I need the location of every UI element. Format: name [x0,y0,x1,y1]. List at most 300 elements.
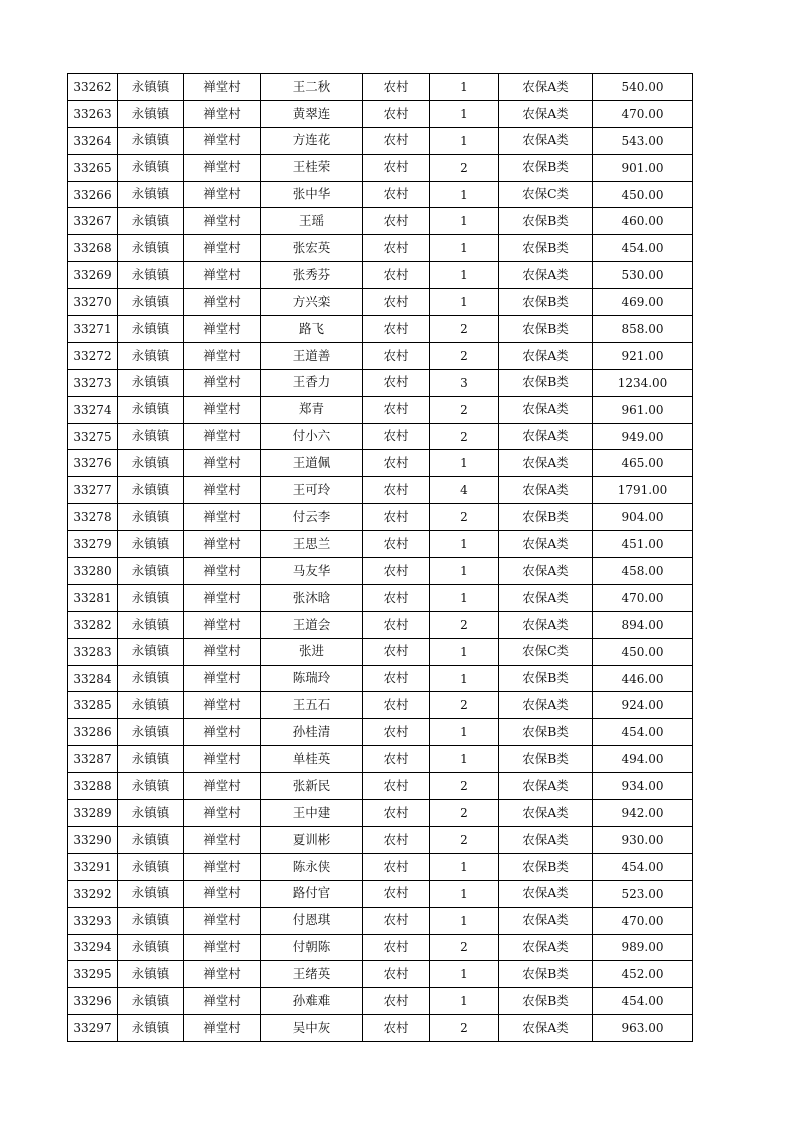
table-row [68,289,693,316]
town-cell: 永镇镇 [118,800,184,827]
household-count-cell: 1 [430,235,499,262]
insurance-category-cell: 农保B类 [499,746,593,773]
amount-cell: 465.00 [593,450,693,477]
area-type-cell: 农村 [363,450,430,477]
table-row [68,907,693,934]
name-cell: 单桂英 [261,746,363,773]
name-cell: 王中建 [261,800,363,827]
area-type-cell: 农村 [363,262,430,289]
name-cell: 张进 [261,638,363,665]
village-cell: 禅堂村 [184,907,261,934]
record-id-cell: 33262 [68,74,118,101]
household-count-cell: 1 [430,988,499,1015]
area-type-cell: 农村 [363,369,430,396]
household-count-cell: 1 [430,100,499,127]
household-count-cell: 1 [430,880,499,907]
village-cell: 禅堂村 [184,450,261,477]
name-cell: 王五石 [261,692,363,719]
household-count-cell: 1 [430,531,499,558]
amount-cell: 452.00 [593,961,693,988]
household-count-cell: 1 [430,665,499,692]
record-id-cell: 33288 [68,773,118,800]
household-count-cell: 1 [430,450,499,477]
table-row [68,692,693,719]
table-row [68,719,693,746]
village-cell: 禅堂村 [184,853,261,880]
name-cell: 王桂荣 [261,154,363,181]
household-count-cell: 2 [430,1015,499,1042]
record-id-cell: 33278 [68,504,118,531]
insurance-category-cell: 农保C类 [499,638,593,665]
household-count-cell: 2 [430,423,499,450]
insurance-category-cell: 农保A类 [499,611,593,638]
village-cell: 禅堂村 [184,289,261,316]
town-cell: 永镇镇 [118,638,184,665]
town-cell: 永镇镇 [118,450,184,477]
town-cell: 永镇镇 [118,181,184,208]
town-cell: 永镇镇 [118,611,184,638]
village-cell: 禅堂村 [184,611,261,638]
table-row [68,396,693,423]
record-id-cell: 33264 [68,127,118,154]
record-id-cell: 33294 [68,934,118,961]
village-cell: 禅堂村 [184,423,261,450]
town-cell: 永镇镇 [118,880,184,907]
village-cell: 禅堂村 [184,800,261,827]
village-cell: 禅堂村 [184,154,261,181]
amount-cell: 942.00 [593,800,693,827]
area-type-cell: 农村 [363,396,430,423]
records-table [67,73,693,1042]
name-cell: 张秀芬 [261,262,363,289]
town-cell: 永镇镇 [118,74,184,101]
household-count-cell: 1 [430,181,499,208]
name-cell: 王瑶 [261,208,363,235]
table-row [68,934,693,961]
insurance-category-cell: 农保C类 [499,181,593,208]
area-type-cell: 农村 [363,181,430,208]
insurance-category-cell: 农保A类 [499,584,593,611]
table-row [68,450,693,477]
record-id-cell: 33287 [68,746,118,773]
record-id-cell: 33267 [68,208,118,235]
amount-cell: 454.00 [593,235,693,262]
town-cell: 永镇镇 [118,719,184,746]
insurance-category-cell: 农保A类 [499,396,593,423]
amount-cell: 930.00 [593,826,693,853]
amount-cell: 494.00 [593,746,693,773]
record-id-cell: 33263 [68,100,118,127]
amount-cell: 458.00 [593,558,693,585]
amount-cell: 460.00 [593,208,693,235]
name-cell: 付恩琪 [261,907,363,934]
record-id-cell: 33282 [68,611,118,638]
amount-cell: 540.00 [593,74,693,101]
amount-cell: 1234.00 [593,369,693,396]
insurance-category-cell: 农保A类 [499,934,593,961]
insurance-category-cell: 农保A类 [499,558,593,585]
record-id-cell: 33295 [68,961,118,988]
area-type-cell: 农村 [363,584,430,611]
village-cell: 禅堂村 [184,773,261,800]
town-cell: 永镇镇 [118,100,184,127]
amount-cell: 530.00 [593,262,693,289]
table-row [68,773,693,800]
village-cell: 禅堂村 [184,880,261,907]
amount-cell: 470.00 [593,100,693,127]
area-type-cell: 农村 [363,74,430,101]
village-cell: 禅堂村 [184,396,261,423]
insurance-category-cell: 农保B类 [499,154,593,181]
name-cell: 路飞 [261,316,363,343]
record-id-cell: 33274 [68,396,118,423]
name-cell: 王绪英 [261,961,363,988]
area-type-cell: 农村 [363,988,430,1015]
town-cell: 永镇镇 [118,746,184,773]
record-id-cell: 33276 [68,450,118,477]
name-cell: 夏训彬 [261,826,363,853]
village-cell: 禅堂村 [184,316,261,343]
record-id-cell: 33277 [68,477,118,504]
amount-cell: 450.00 [593,181,693,208]
name-cell: 陈永侠 [261,853,363,880]
household-count-cell: 1 [430,746,499,773]
name-cell: 付云李 [261,504,363,531]
town-cell: 永镇镇 [118,396,184,423]
village-cell: 禅堂村 [184,127,261,154]
table-row [68,369,693,396]
insurance-category-cell: 农保B类 [499,316,593,343]
area-type-cell: 农村 [363,127,430,154]
household-count-cell: 2 [430,504,499,531]
town-cell: 永镇镇 [118,342,184,369]
household-count-cell: 1 [430,127,499,154]
household-count-cell: 1 [430,719,499,746]
town-cell: 永镇镇 [118,262,184,289]
table-row [68,988,693,1015]
record-id-cell: 33292 [68,880,118,907]
household-count-cell: 2 [430,773,499,800]
household-count-cell: 2 [430,396,499,423]
table-row [68,1015,693,1042]
household-count-cell: 1 [430,907,499,934]
name-cell: 孙桂清 [261,719,363,746]
town-cell: 永镇镇 [118,665,184,692]
name-cell: 王道善 [261,342,363,369]
table-row [68,235,693,262]
amount-cell: 451.00 [593,531,693,558]
town-cell: 永镇镇 [118,988,184,1015]
amount-cell: 949.00 [593,423,693,450]
town-cell: 永镇镇 [118,423,184,450]
name-cell: 王二秋 [261,74,363,101]
record-id-cell: 33279 [68,531,118,558]
area-type-cell: 农村 [363,100,430,127]
village-cell: 禅堂村 [184,342,261,369]
insurance-category-cell: 农保A类 [499,342,593,369]
name-cell: 黄翠连 [261,100,363,127]
household-count-cell: 2 [430,316,499,343]
table-row [68,504,693,531]
table-row [68,611,693,638]
town-cell: 永镇镇 [118,692,184,719]
village-cell: 禅堂村 [184,826,261,853]
table-row [68,961,693,988]
records-table-container [67,73,692,1042]
village-cell: 禅堂村 [184,369,261,396]
insurance-category-cell: 农保A类 [499,127,593,154]
town-cell: 永镇镇 [118,1015,184,1042]
area-type-cell: 农村 [363,880,430,907]
insurance-category-cell: 农保A类 [499,262,593,289]
name-cell: 张沐晗 [261,584,363,611]
table-row [68,584,693,611]
table-row [68,638,693,665]
table-row [68,127,693,154]
table-row [68,262,693,289]
amount-cell: 543.00 [593,127,693,154]
insurance-category-cell: 农保A类 [499,477,593,504]
name-cell: 张中华 [261,181,363,208]
name-cell: 王香力 [261,369,363,396]
amount-cell: 934.00 [593,773,693,800]
village-cell: 禅堂村 [184,665,261,692]
area-type-cell: 农村 [363,907,430,934]
household-count-cell: 1 [430,558,499,585]
household-count-cell: 2 [430,692,499,719]
record-id-cell: 33275 [68,423,118,450]
amount-cell: 470.00 [593,907,693,934]
record-id-cell: 33296 [68,988,118,1015]
name-cell: 吴中灰 [261,1015,363,1042]
town-cell: 永镇镇 [118,853,184,880]
insurance-category-cell: 农保B类 [499,235,593,262]
amount-cell: 469.00 [593,289,693,316]
record-id-cell: 33281 [68,584,118,611]
record-id-cell: 33273 [68,369,118,396]
insurance-category-cell: 农保B类 [499,961,593,988]
area-type-cell: 农村 [363,961,430,988]
town-cell: 永镇镇 [118,558,184,585]
town-cell: 永镇镇 [118,127,184,154]
insurance-category-cell: 农保A类 [499,450,593,477]
table-row [68,423,693,450]
household-count-cell: 2 [430,154,499,181]
village-cell: 禅堂村 [184,584,261,611]
village-cell: 禅堂村 [184,558,261,585]
town-cell: 永镇镇 [118,208,184,235]
village-cell: 禅堂村 [184,235,261,262]
name-cell: 路付官 [261,880,363,907]
insurance-category-cell: 农保A类 [499,100,593,127]
household-count-cell: 1 [430,584,499,611]
area-type-cell: 农村 [363,154,430,181]
household-count-cell: 2 [430,826,499,853]
insurance-category-cell: 农保B类 [499,504,593,531]
household-count-cell: 1 [430,74,499,101]
table-row [68,665,693,692]
name-cell: 郑青 [261,396,363,423]
record-id-cell: 33285 [68,692,118,719]
record-id-cell: 33266 [68,181,118,208]
name-cell: 孙难难 [261,988,363,1015]
name-cell: 方兴栾 [261,289,363,316]
insurance-category-cell: 农保A类 [499,74,593,101]
village-cell: 禅堂村 [184,1015,261,1042]
name-cell: 王可玲 [261,477,363,504]
table-row [68,880,693,907]
table-row [68,154,693,181]
area-type-cell: 农村 [363,746,430,773]
insurance-category-cell: 农保A类 [499,531,593,558]
insurance-category-cell: 农保A类 [499,907,593,934]
town-cell: 永镇镇 [118,369,184,396]
record-id-cell: 33297 [68,1015,118,1042]
village-cell: 禅堂村 [184,477,261,504]
name-cell: 马友华 [261,558,363,585]
town-cell: 永镇镇 [118,961,184,988]
name-cell: 付小六 [261,423,363,450]
amount-cell: 454.00 [593,719,693,746]
area-type-cell: 农村 [363,719,430,746]
table-row [68,800,693,827]
record-id-cell: 33270 [68,289,118,316]
insurance-category-cell: 农保A类 [499,1015,593,1042]
household-count-cell: 2 [430,611,499,638]
area-type-cell: 农村 [363,692,430,719]
village-cell: 禅堂村 [184,719,261,746]
area-type-cell: 农村 [363,504,430,531]
table-row [68,100,693,127]
town-cell: 永镇镇 [118,154,184,181]
area-type-cell: 农村 [363,531,430,558]
village-cell: 禅堂村 [184,961,261,988]
insurance-category-cell: 农保A类 [499,423,593,450]
area-type-cell: 农村 [363,342,430,369]
area-type-cell: 农村 [363,558,430,585]
village-cell: 禅堂村 [184,934,261,961]
town-cell: 永镇镇 [118,316,184,343]
amount-cell: 894.00 [593,611,693,638]
name-cell: 陈瑞玲 [261,665,363,692]
amount-cell: 858.00 [593,316,693,343]
name-cell: 张新民 [261,773,363,800]
name-cell: 王思兰 [261,531,363,558]
amount-cell: 963.00 [593,1015,693,1042]
name-cell: 张宏英 [261,235,363,262]
insurance-category-cell: 农保B类 [499,369,593,396]
record-id-cell: 33269 [68,262,118,289]
town-cell: 永镇镇 [118,773,184,800]
area-type-cell: 农村 [363,826,430,853]
village-cell: 禅堂村 [184,988,261,1015]
household-count-cell: 1 [430,208,499,235]
name-cell: 付朝陈 [261,934,363,961]
table-row [68,74,693,101]
area-type-cell: 农村 [363,638,430,665]
area-type-cell: 农村 [363,423,430,450]
table-body [68,74,693,1042]
amount-cell: 904.00 [593,504,693,531]
insurance-category-cell: 农保B类 [499,289,593,316]
amount-cell: 454.00 [593,853,693,880]
village-cell: 禅堂村 [184,746,261,773]
town-cell: 永镇镇 [118,531,184,558]
household-count-cell: 1 [430,853,499,880]
area-type-cell: 农村 [363,1015,430,1042]
record-id-cell: 33291 [68,853,118,880]
household-count-cell: 2 [430,342,499,369]
household-count-cell: 1 [430,289,499,316]
insurance-category-cell: 农保B类 [499,853,593,880]
record-id-cell: 33268 [68,235,118,262]
record-id-cell: 33271 [68,316,118,343]
town-cell: 永镇镇 [118,504,184,531]
amount-cell: 454.00 [593,988,693,1015]
area-type-cell: 农村 [363,773,430,800]
table-row [68,208,693,235]
amount-cell: 446.00 [593,665,693,692]
amount-cell: 1791.00 [593,477,693,504]
table-row [68,746,693,773]
insurance-category-cell: 农保A类 [499,826,593,853]
town-cell: 永镇镇 [118,477,184,504]
village-cell: 禅堂村 [184,208,261,235]
insurance-category-cell: 农保B类 [499,988,593,1015]
table-row [68,853,693,880]
household-count-cell: 2 [430,800,499,827]
record-id-cell: 33284 [68,665,118,692]
household-count-cell: 2 [430,934,499,961]
town-cell: 永镇镇 [118,289,184,316]
record-id-cell: 33289 [68,800,118,827]
village-cell: 禅堂村 [184,74,261,101]
table-row [68,477,693,504]
amount-cell: 450.00 [593,638,693,665]
table-row [68,531,693,558]
town-cell: 永镇镇 [118,235,184,262]
amount-cell: 921.00 [593,342,693,369]
village-cell: 禅堂村 [184,181,261,208]
household-count-cell: 1 [430,961,499,988]
record-id-cell: 33290 [68,826,118,853]
town-cell: 永镇镇 [118,907,184,934]
area-type-cell: 农村 [363,611,430,638]
name-cell: 王道会 [261,611,363,638]
table-row [68,826,693,853]
table-row [68,181,693,208]
area-type-cell: 农村 [363,289,430,316]
amount-cell: 470.00 [593,584,693,611]
town-cell: 永镇镇 [118,934,184,961]
village-cell: 禅堂村 [184,100,261,127]
insurance-category-cell: 农保A类 [499,773,593,800]
household-count-cell: 1 [430,262,499,289]
record-id-cell: 33293 [68,907,118,934]
name-cell: 方连花 [261,127,363,154]
name-cell: 王道佩 [261,450,363,477]
household-count-cell: 4 [430,477,499,504]
village-cell: 禅堂村 [184,692,261,719]
village-cell: 禅堂村 [184,638,261,665]
amount-cell: 901.00 [593,154,693,181]
household-count-cell: 3 [430,369,499,396]
area-type-cell: 农村 [363,235,430,262]
record-id-cell: 33272 [68,342,118,369]
amount-cell: 523.00 [593,880,693,907]
record-id-cell: 33265 [68,154,118,181]
insurance-category-cell: 农保B类 [499,719,593,746]
